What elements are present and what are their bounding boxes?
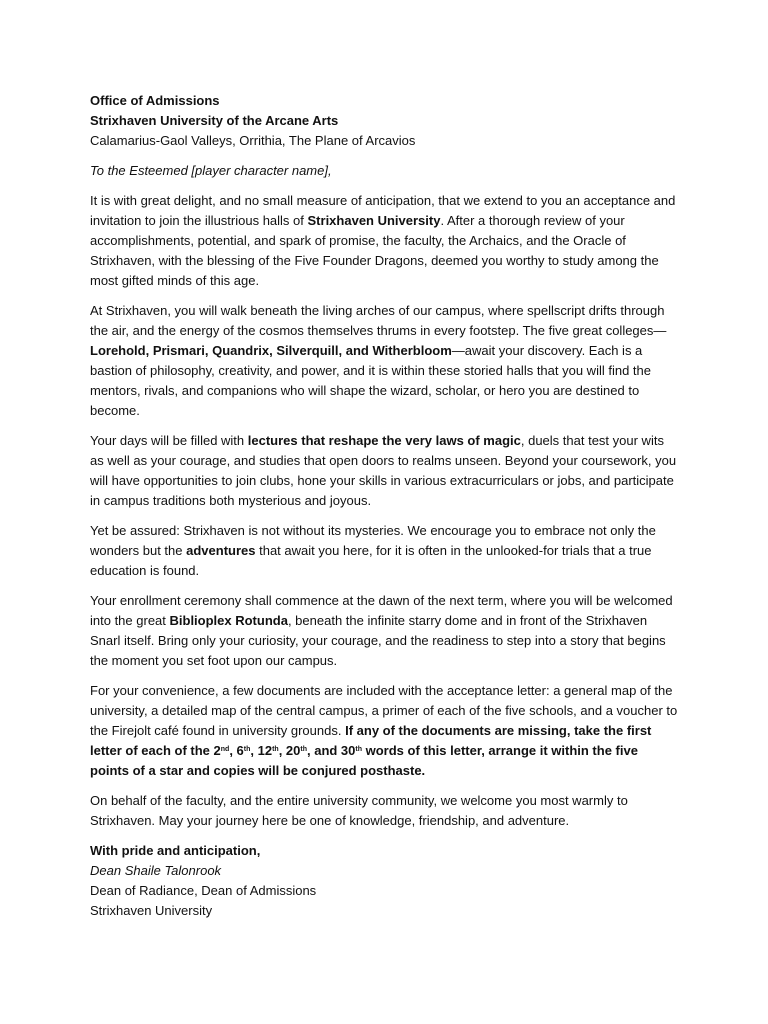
paragraph-documents: For your convenience, a few documents are included with the acceptance letter: a general map of the university, a detailed map of the central campus, a primer of each of the five schools, and a voucher to the Firejolt café found in university grounds. If any of the documents are missing, take the first letter of each of the 2nd, 6th, 12th, 20th, and 30th words of this letter, arrange it within the five points of a star and copies will be conjured posthaste. xyxy=(90,683,678,778)
signature-block xyxy=(90,841,680,921)
paragraph-studies: Your days will be filled with lectures that reshape the very laws of magic, duels that test your wits as well as your courage, and studies that open doors to realms unseen. Beyond your coursework, you will have opportunities to join clubs, hone your skills in various extracurriculars or jobs, and participate in campus traditions both mysterious and joyous. xyxy=(90,433,677,508)
signatory-name: Dean Shaile Talonrook xyxy=(90,863,222,878)
acceptance-letter xyxy=(90,91,680,921)
signatory-organization: Strixhaven University xyxy=(90,903,213,918)
salutation: To the Esteemed [player character name], xyxy=(90,163,332,178)
closing-line: With pride and anticipation, xyxy=(90,843,261,858)
paragraph-invitation: It is with great delight, and no small measure of anticipation, that we extend to you an acceptance and invitation to join the illustrious halls of Strixhaven University. After a thorough review of your accomplishments, potential, and spark of promise, the faculty, the Archaics, and the Oracle of Strixhaven, with the blessing of the Five Founder Dragons, deemed you worthy to study among the most gifted minds of this age. xyxy=(90,193,676,288)
paragraph-mysteries: Yet be assured: Strixhaven is not without its mysteries. We encourage you to embrace not only the wonders but the adventures that await you here, for it is often in the unlooked-for trials that a true education is found. xyxy=(90,523,656,578)
signatory-title: Dean of Radiance, Dean of Admissions xyxy=(90,883,317,898)
letter-header xyxy=(90,91,680,151)
documents-instruction: If any of the documents are missing, take the first letter of each of the 2nd, 6th, 12th, 20th, and 30th words of this letter, arrange it within the five points of a star and copies will be conjured posthaste. xyxy=(90,723,652,778)
paragraph-ceremony: Your enrollment ceremony shall commence at the dawn of the next term, where you will be welcomed into the great Biblioplex Rotunda, beneath the infinite starry dome and in front of the Strixhaven Snarl itself. Bring only your curiosity, your courage, and the readiness to step into a story that begins the moment you set foot upon our campus. xyxy=(90,593,673,668)
paragraph-welcome: On behalf of the faculty, and the entire university community, we welcome you most warmly to Strixhaven. May your journey here be one of knowledge, friendship, and adventure. xyxy=(90,793,628,828)
university-address: Calamarius-Gaol Valleys, Orrithia, The Plane of Arcavios xyxy=(90,133,416,148)
office-name: Office of Admissions xyxy=(90,93,220,108)
university-name: Strixhaven University of the Arcane Arts xyxy=(90,113,339,128)
paragraph-colleges: At Strixhaven, you will walk beneath the living arches of our campus, where spellscript drifts through the air, and the energy of the cosmos themselves thrums in every footstep. The five great colleges—Lorehold, Prismari, Quandrix, Silverquill, and Witherbloom—await your discovery. Each is a bastion of philosophy, creativity, and power, and it is within these storied halls that you will find the mentors, rivals, and companions who will shape the wizard, scholar, or hero you are destined to become. xyxy=(90,303,667,418)
